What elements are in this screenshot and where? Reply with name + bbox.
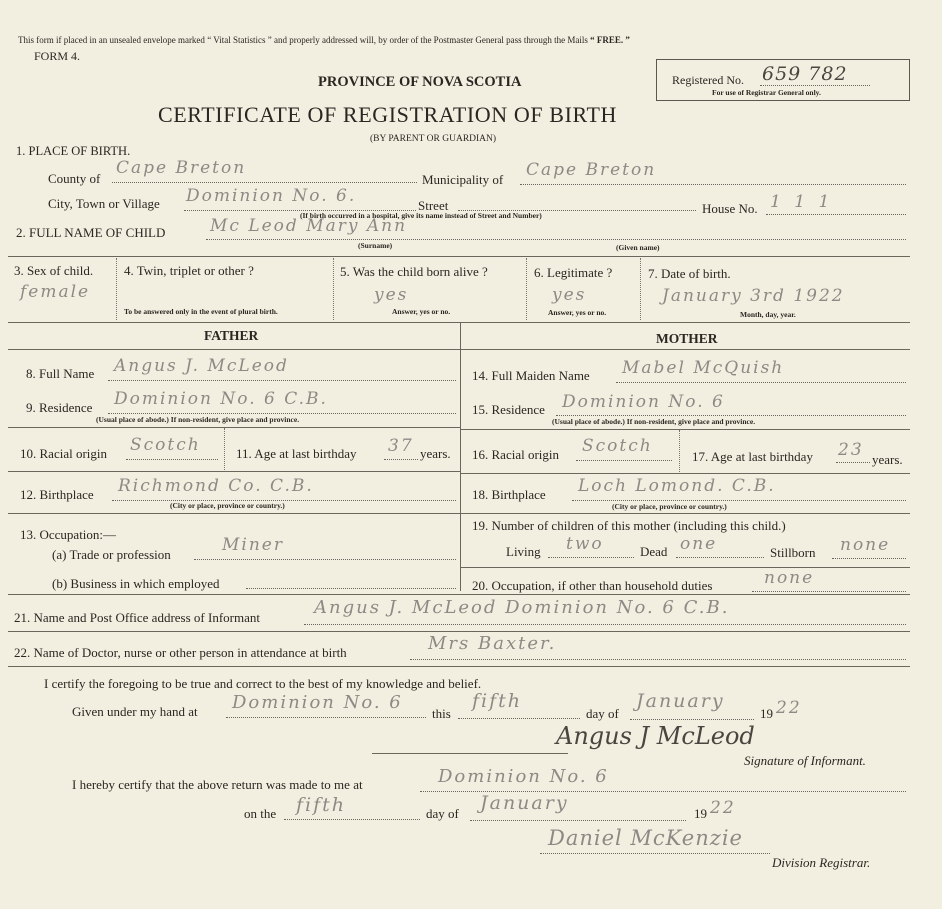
registrar-line	[540, 853, 770, 854]
father-occ-heading: 13. Occupation:—	[20, 527, 117, 542]
dob-note: Month, day, year.	[740, 310, 796, 319]
mother-racial-value: Scotch	[582, 436, 653, 456]
row-divider-3	[526, 258, 527, 320]
legit-label: 6. Legitimate ?	[534, 265, 613, 280]
living-value: two	[566, 534, 604, 554]
registered-label: Registered No.	[672, 73, 744, 87]
mother-children-label: 19. Number of children of this mother (including this child.)	[472, 518, 786, 533]
county-line	[112, 182, 417, 183]
father-name-line	[108, 380, 456, 381]
this-value: fifth	[472, 690, 523, 712]
father-birth-note: (City or place, province or country.)	[170, 501, 285, 510]
father-name-label: 8. Full Name	[26, 366, 95, 381]
day-of-label-2: day of	[426, 806, 459, 821]
alive-note: Answer, yes or no.	[392, 307, 451, 316]
mother-racial-line	[576, 460, 672, 461]
father-age-line	[384, 459, 418, 460]
mother-name-value: Mabel McQuish	[622, 358, 785, 378]
doctor-label: 22. Name of Doctor, nurse or other person in attendance at birth	[14, 645, 347, 660]
house-label: House No.	[702, 201, 758, 216]
father-racial-value: Scotch	[130, 435, 201, 455]
given-name-note: (Given name)	[616, 243, 660, 252]
row-bottom-rule	[8, 322, 910, 323]
mother-birth-rule	[460, 473, 910, 474]
notice-end: and properly addressed will, by order of the Postmaster General pass through the Mails	[273, 35, 588, 45]
mailing-notice	[18, 35, 630, 45]
doctor-value: Mrs Baxter.	[428, 633, 557, 654]
dead-label: Dead	[640, 544, 668, 559]
mother-racial-label: 16. Racial origin	[472, 447, 560, 462]
dead-value: one	[680, 534, 718, 554]
stillborn-label: Stillborn	[770, 545, 816, 560]
father-occ-rule	[8, 513, 460, 514]
on-line	[284, 819, 420, 820]
month-value: January	[636, 690, 725, 712]
mother-res-note-a: (Usual place of abode.)	[552, 417, 625, 426]
father-res-note-b: If non-resident, give place and province.	[170, 415, 300, 424]
row-divider-4	[640, 258, 641, 320]
mother-res-label: 15. Residence	[472, 402, 545, 417]
city-label: City, Town or Village	[48, 196, 160, 211]
mother-res-line	[556, 415, 906, 416]
given-place-line	[226, 717, 426, 718]
mother-name-label: 14. Full Maiden Name	[472, 368, 590, 383]
mother-children-rule	[460, 513, 910, 514]
father-racial-line	[126, 459, 218, 460]
mother-heading: MOTHER	[656, 331, 718, 346]
father-trade-label: (a) Trade or profession	[52, 547, 171, 562]
father-racial-rule	[8, 427, 460, 428]
father-res-note	[96, 415, 299, 424]
child-name-line	[206, 239, 906, 240]
sex-label: 3. Sex of child.	[14, 263, 94, 278]
certify-short-rule	[372, 753, 568, 754]
registrar-label: Division Registrar.	[772, 855, 871, 870]
alive-value: yes	[374, 285, 409, 305]
certify-line-1: I certify the foregoing to be true and correct to the best of my knowledge and belief.	[44, 676, 482, 691]
county-label: County of	[48, 171, 101, 186]
year-value: 22	[776, 698, 802, 718]
registrar-signature: Daniel McKenzie	[548, 826, 743, 850]
father-res-note-a: (Usual place of abode.)	[96, 415, 169, 424]
mother-age-line	[836, 462, 870, 463]
twin-note: To be answered only in the event of plural birth.	[124, 307, 278, 316]
certify-rule	[8, 666, 910, 667]
mother-res-value: Dominion No. 6	[562, 392, 725, 412]
on-value: fifth	[296, 794, 347, 816]
child-name-value: Mc Leod Mary Ann	[210, 216, 408, 236]
year2-value: 22	[710, 798, 736, 818]
dob-value: January 3rd 1922	[662, 286, 845, 306]
stillborn-line	[832, 558, 906, 559]
given-place: Dominion No. 6	[232, 692, 403, 713]
municipality-line	[520, 184, 906, 185]
legit-note: Answer, yes or no.	[548, 308, 607, 317]
year-prefix: 19	[760, 706, 773, 721]
page-title: CERTIFICATE OF REGISTRATION OF BIRTH	[158, 102, 617, 127]
father-age-value: 37	[388, 436, 414, 456]
stillborn-value: none	[840, 535, 891, 555]
living-line	[548, 557, 634, 558]
province-heading: PROVINCE OF NOVA SCOTIA	[318, 74, 522, 90]
father-res-value: Dominion No. 6 C.B.	[114, 389, 328, 409]
on-the-label: on the	[244, 806, 277, 821]
father-age-years: years.	[420, 446, 451, 461]
year2-prefix: 19	[694, 806, 707, 821]
house-line	[766, 214, 906, 215]
street-note: (If birth occurred in a hospital, give its name instead of Street and Number)	[300, 211, 542, 220]
informant-label: 21. Name and Post Office address of Informant	[14, 610, 260, 625]
informant-signature-label: Signature of Informant.	[744, 753, 866, 768]
month-line	[630, 719, 754, 720]
doctor-line	[410, 659, 906, 660]
house-value: 1 1 1	[770, 192, 834, 212]
this-label: this	[432, 706, 451, 721]
day-of-label: day of	[586, 706, 619, 721]
informant-value: Angus J. McLeod Dominion No. 6 C.B.	[314, 597, 730, 618]
father-trade-value: Miner	[222, 535, 284, 555]
father-age-label: 11. Age at last birthday	[236, 446, 357, 461]
father-birth-label: 12. Birthplace	[20, 487, 94, 502]
dob-label: 7. Date of birth.	[648, 266, 731, 281]
father-business-line	[246, 588, 456, 589]
mother-age-label: 17. Age at last birthday	[692, 449, 813, 464]
row-top-rule	[8, 256, 910, 257]
street-label: Street	[418, 198, 449, 213]
certify-line-2: I hereby certify that the above return was made to me at	[72, 777, 363, 792]
made-place: Dominion No. 6	[438, 766, 609, 787]
father-heading: FATHER	[204, 328, 259, 343]
parents-header-rule	[8, 349, 910, 350]
dead-line	[676, 557, 764, 558]
father-birth-value: Richmond Co. C.B.	[118, 476, 314, 496]
informant-rule	[8, 594, 910, 595]
given-label: Given under my hand at	[72, 704, 198, 719]
this-line	[458, 718, 580, 719]
father-business-label: (b) Business in which employed	[52, 576, 220, 591]
mother-birth-line	[572, 500, 906, 501]
municipality-label: Municipality of	[422, 172, 504, 187]
mother-occ-line	[752, 591, 906, 592]
notice-free: “ FREE. ”	[590, 35, 630, 45]
place-heading: 1. PLACE OF BIRTH.	[16, 144, 131, 158]
father-birth-rule	[8, 471, 460, 472]
alive-label: 5. Was the child born alive ?	[340, 264, 488, 279]
row-divider-2	[333, 258, 334, 320]
father-res-label: 9. Residence	[26, 400, 93, 415]
informant-signature: Angus J McLeod	[556, 722, 755, 750]
notice-quoted: “ Vital Statistics ”	[207, 35, 272, 45]
sex-value: female	[20, 282, 91, 302]
child-name-label: 2. FULL NAME OF CHILD	[16, 225, 166, 240]
surname-note: (Surname)	[358, 241, 393, 250]
mother-racial-rule	[460, 429, 910, 430]
mother-birth-note: (City or place, province or country.)	[612, 502, 727, 511]
mother-res-note-b: If non-resident, give place and province.	[626, 417, 756, 426]
twin-label: 4. Twin, triplet or other ?	[124, 263, 254, 278]
parents-divider	[460, 323, 461, 591]
row-divider-1	[116, 258, 117, 320]
month2-line	[470, 820, 686, 821]
mother-birth-label: 18. Birthplace	[472, 487, 546, 502]
mother-age-value: 23	[838, 440, 864, 460]
form-number: FORM 4.	[34, 49, 81, 63]
registrar-use-note: For use of Registrar General only.	[712, 88, 821, 97]
mother-res-note	[552, 417, 755, 426]
mother-occ-label: 20. Occupation, if other than household duties	[472, 578, 713, 593]
city-value: Dominion No. 6.	[186, 186, 357, 206]
father-racial-divider	[224, 428, 225, 470]
doctor-rule	[8, 631, 910, 632]
father-name-value: Angus J. McLeod	[114, 356, 289, 376]
municipality-value: Cape Breton	[526, 160, 657, 180]
mother-age-years: years.	[872, 452, 903, 467]
informant-line	[304, 624, 906, 625]
father-racial-label: 10. Racial origin	[20, 446, 108, 461]
father-res-line	[108, 413, 456, 414]
page-subtitle: (BY PARENT OR GUARDIAN)	[370, 134, 497, 144]
mother-occ-rule	[460, 567, 910, 568]
month2-value: January	[480, 792, 569, 814]
county-value: Cape Breton	[116, 158, 247, 178]
legit-value: yes	[552, 285, 587, 305]
mother-occ-value: none	[764, 568, 815, 588]
registered-line	[760, 85, 870, 86]
living-label: Living	[506, 544, 541, 559]
father-trade-line	[194, 559, 456, 560]
mother-birth-value: Loch Lomond. C.B.	[578, 476, 776, 496]
notice-start: This form if placed in an unsealed envelope marked	[18, 35, 205, 45]
mother-racial-divider	[679, 430, 680, 472]
mother-name-line	[616, 382, 906, 383]
registered-number: 659 782	[762, 63, 848, 85]
